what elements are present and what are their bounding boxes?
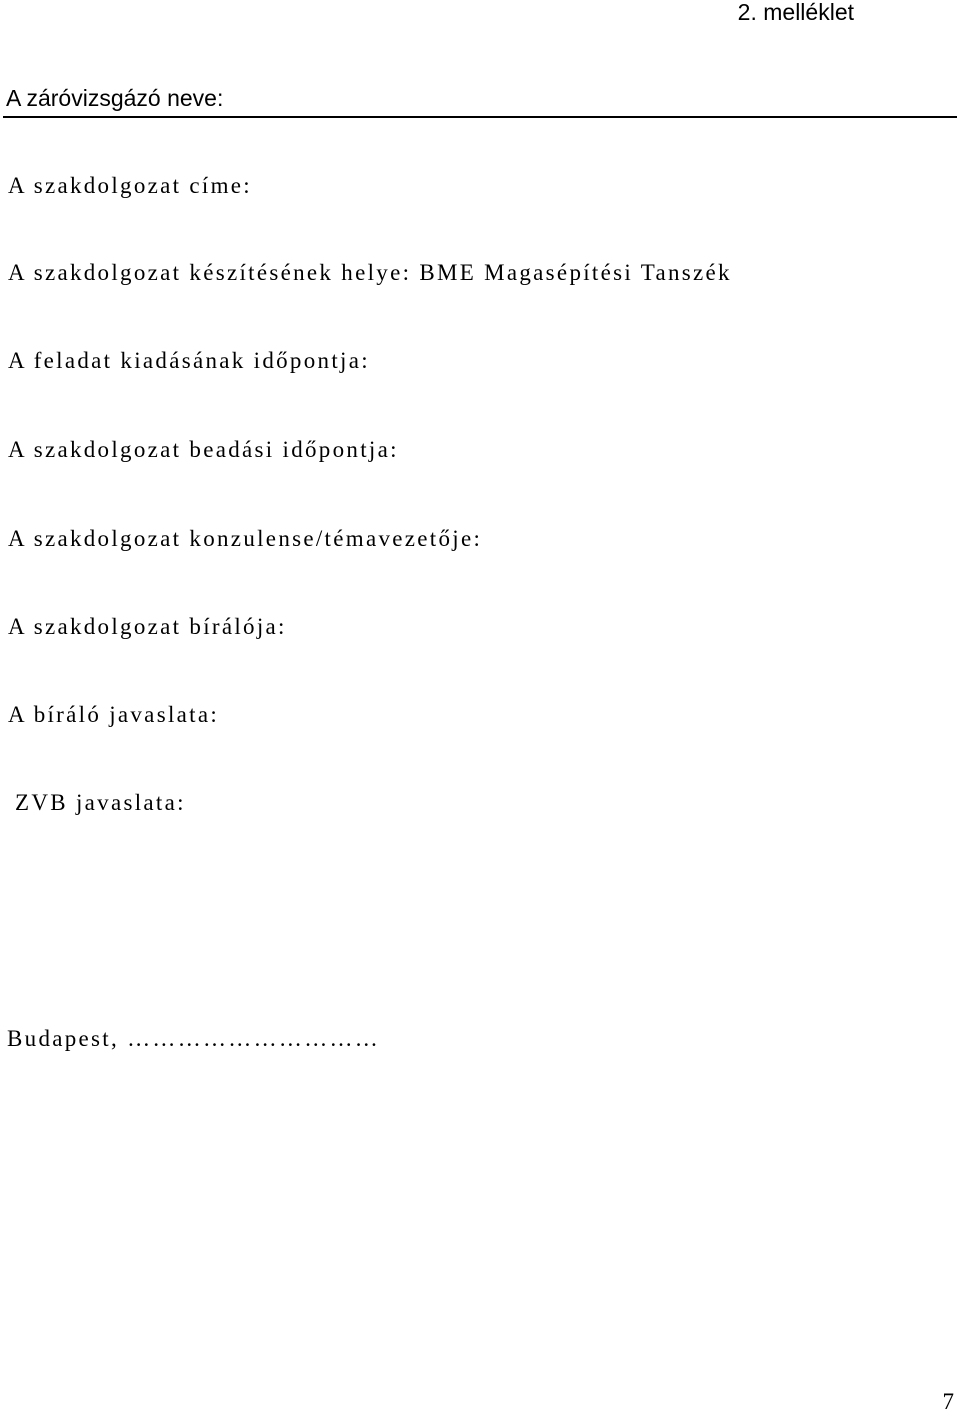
reviewer-proposal-label: A bíráló javaslata: [8,702,220,727]
annex-label: 2. melléklet [737,0,854,25]
thesis-location-label: A szakdolgozat készítésének helye: BME Magasépítési Tanszék [8,260,732,285]
assignment-issue-date-label: A feladat kiadásának időpontja: [8,348,370,373]
consultant-supervisor-label: A szakdolgozat konzulense/témavezetője: [8,526,483,551]
student-name-label: A záróvizsgázó neve: [6,85,224,111]
thesis-title-label: A szakdolgozat címe: [8,173,252,198]
place-date-line: Budapest, ………………………… [7,1026,381,1051]
student-name-row [3,84,957,118]
submission-date-label: A szakdolgozat beadási időpontja: [8,437,399,462]
committee-proposal-label: ZVB javaslata: [15,790,186,815]
reviewer-label: A szakdolgozat bírálója: [8,614,287,639]
page-number: 7 [942,1389,954,1414]
